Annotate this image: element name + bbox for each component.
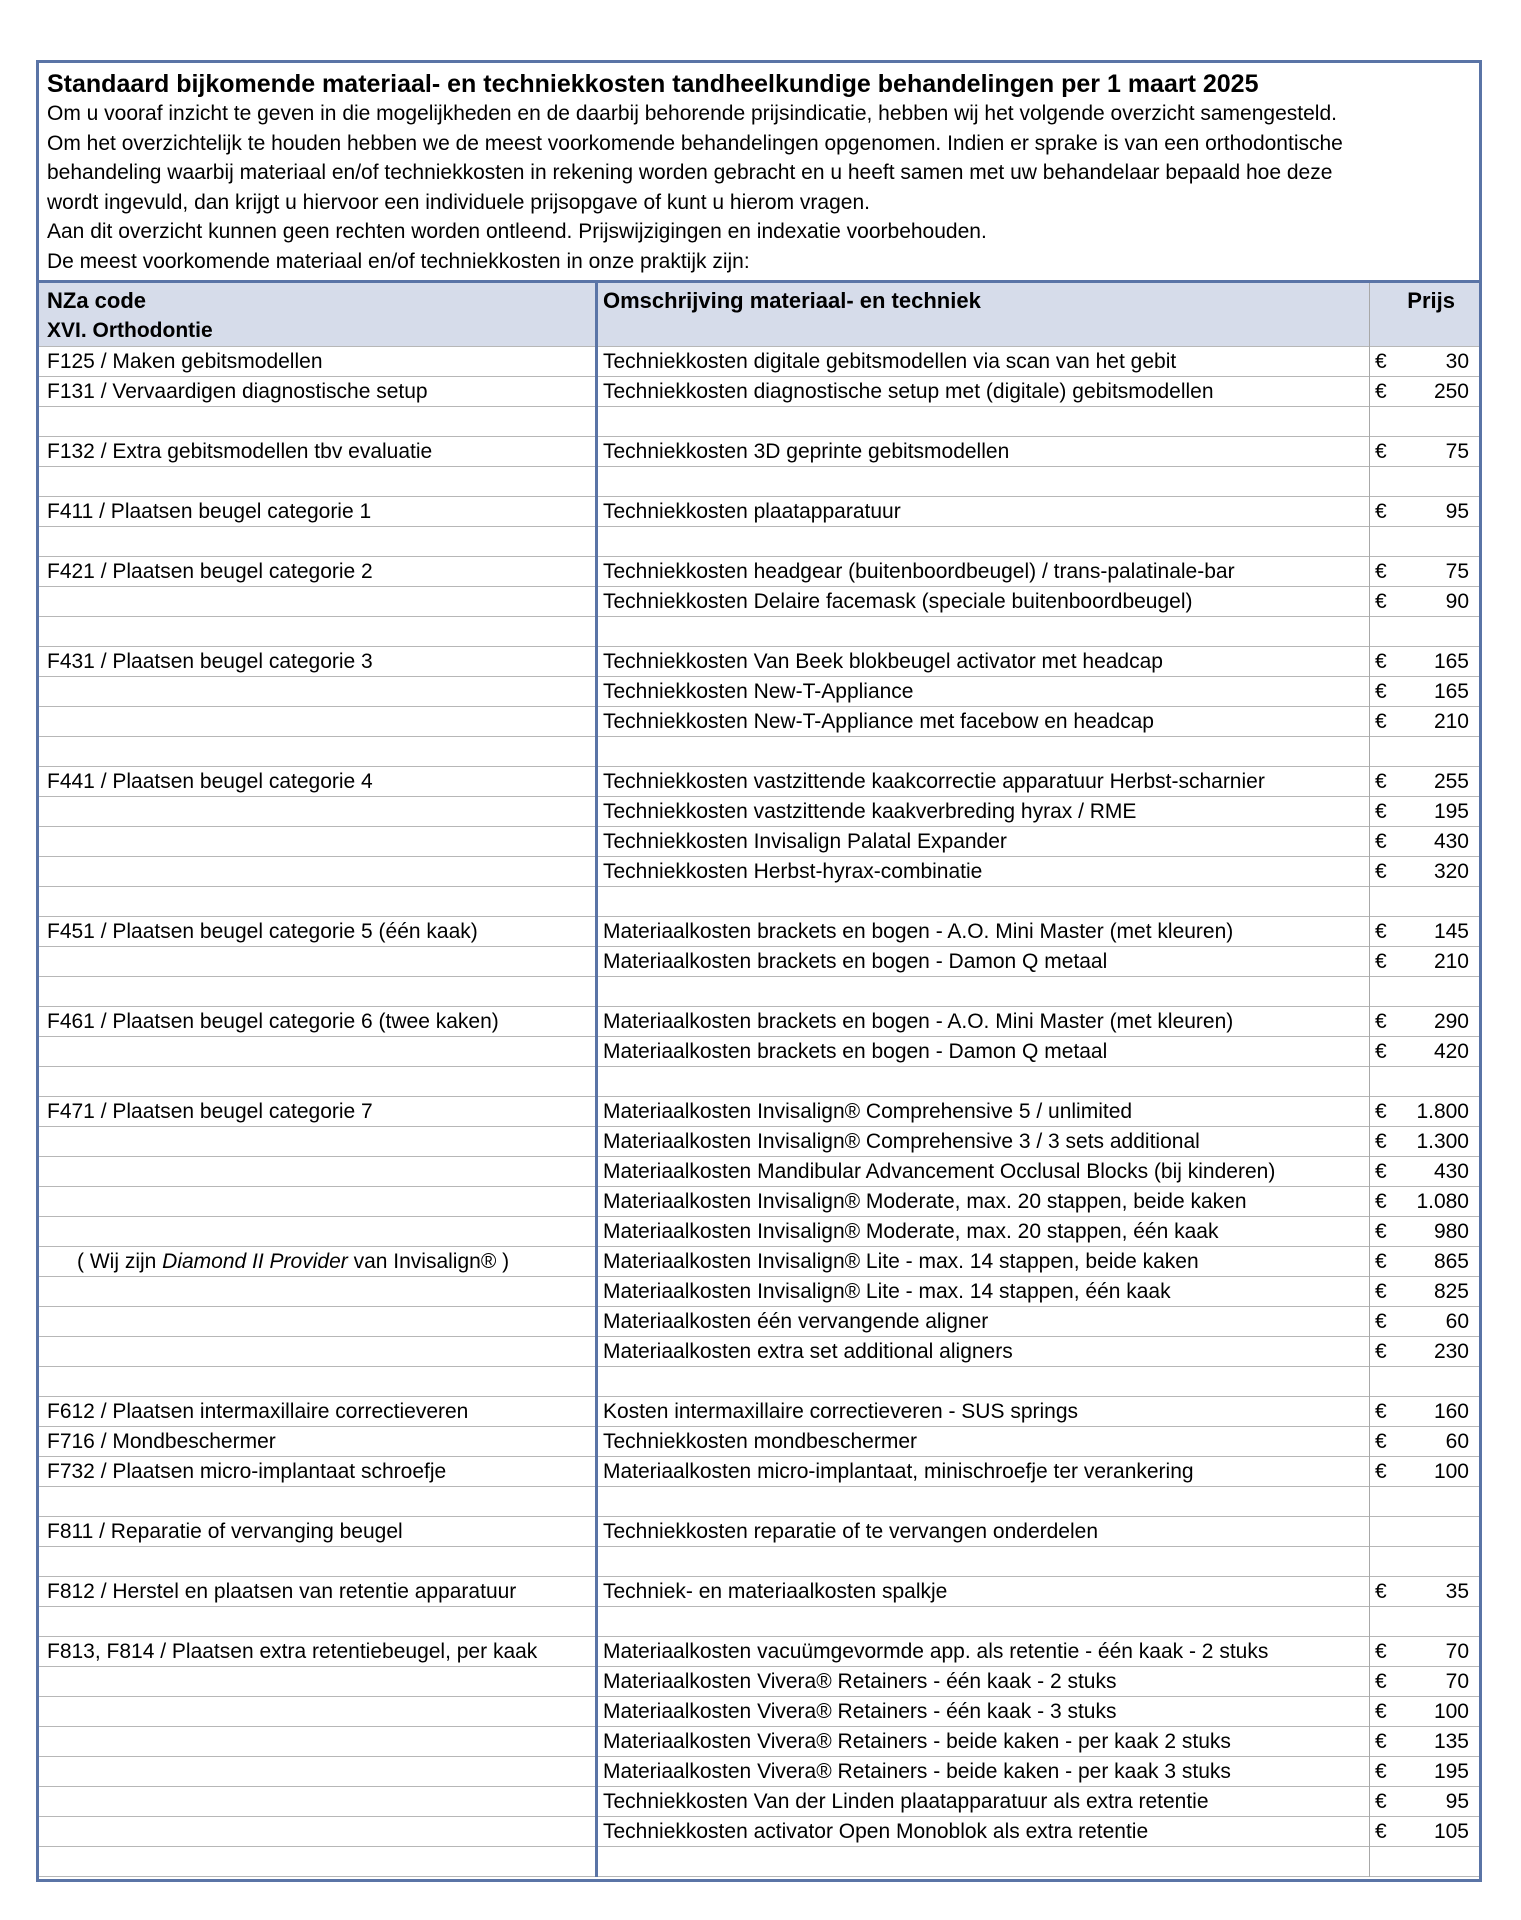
currency-symbol: € — [1375, 1700, 1387, 1723]
description: Techniekkosten Invisalign Palatal Expander — [603, 830, 1007, 853]
currency-symbol: € — [1375, 710, 1387, 733]
description: Techniekkosten New-T-Appliance met facebow en headcap — [603, 710, 1154, 733]
table-row — [39, 437, 1479, 467]
currency-symbol: € — [1375, 680, 1387, 703]
table-row — [39, 767, 1479, 797]
table-row — [39, 347, 1479, 377]
description: Techniekkosten Van der Linden plaatapparatuur als extra retentie — [603, 1790, 1209, 1813]
description: Techniekkosten activator Open Monoblok als extra retentie — [603, 1820, 1149, 1843]
price-value: 30 — [1445, 350, 1469, 373]
nza-code: F441 / Plaatsen beugel categorie 4 — [47, 770, 373, 793]
price-value: 420 — [1433, 1040, 1469, 1063]
description: Techniek- en materiaalkosten spalkje — [603, 1580, 948, 1603]
description: Materiaalkosten Invisalign® Comprehensive 5 / unlimited — [603, 1100, 1133, 1123]
table-row — [39, 1547, 1479, 1577]
price-table — [39, 283, 1479, 1877]
table-row — [39, 917, 1479, 947]
column-divider — [1369, 283, 1370, 1877]
description: Materiaalkosten Invisalign® Moderate, max. 20 stappen, beide kaken — [603, 1190, 1247, 1213]
intro-line: wordt ingevuld, dan krijgt u hiervoor een individuele prijsopgave of kunt u hierom vragen. — [47, 190, 870, 214]
price-value: 825 — [1433, 1280, 1469, 1303]
table-row — [39, 797, 1479, 827]
currency-symbol: € — [1375, 350, 1387, 373]
table-body — [39, 347, 1479, 1877]
currency-symbol: € — [1375, 1010, 1387, 1033]
table-row — [39, 1127, 1479, 1157]
price-value: 320 — [1433, 860, 1469, 883]
description: Techniekkosten diagnostische setup met (digitale) gebitsmodellen — [603, 380, 1214, 403]
price-value: 100 — [1433, 1460, 1469, 1483]
nza-code: F451 / Plaatsen beugel categorie 5 (één kaak) — [47, 920, 478, 943]
description: Techniekkosten headgear (buitenboordbeugel) / trans-palatinale-bar — [603, 560, 1235, 583]
description: Techniekkosten reparatie of te vervangen onderdelen — [603, 1520, 1098, 1543]
description: Techniekkosten digitale gebitsmodellen via scan van het gebit — [603, 350, 1177, 373]
description: Materiaalkosten Mandibular Advancement Occlusal Blocks (bij kinderen) — [603, 1160, 1276, 1183]
description: Techniekkosten Van Beek blokbeugel activator met headcap — [603, 650, 1163, 673]
price-value: 95 — [1445, 500, 1469, 523]
price-value: 70 — [1445, 1640, 1469, 1663]
table-row — [39, 947, 1479, 977]
description: Techniekkosten vastzittende kaakcorrectie apparatuur Herbst-scharnier — [603, 770, 1265, 793]
provider-note-prefix: ( Wij zijn — [77, 1250, 163, 1273]
table-row — [39, 527, 1479, 557]
currency-symbol: € — [1375, 1820, 1387, 1843]
currency-symbol: € — [1375, 1760, 1387, 1783]
table-row — [39, 1727, 1479, 1757]
description: Materiaalkosten één vervangende aligner — [603, 1310, 989, 1333]
description: Materiaalkosten Vivera® Retainers - één kaak - 2 stuks — [603, 1670, 1117, 1693]
currency-symbol: € — [1375, 1130, 1387, 1153]
currency-symbol: € — [1375, 860, 1387, 883]
currency-symbol: € — [1375, 1400, 1387, 1423]
description: Techniekkosten Delaire facemask (speciale buitenboordbeugel) — [603, 590, 1193, 613]
table-row — [39, 1517, 1479, 1547]
column-divider — [595, 283, 598, 1877]
price-value: 60 — [1445, 1430, 1469, 1453]
table-row — [39, 1037, 1479, 1067]
price-value: 145 — [1433, 920, 1469, 943]
table-row — [39, 1007, 1479, 1037]
description: Materiaalkosten extra set additional aligners — [603, 1340, 1013, 1363]
price-value: 105 — [1433, 1820, 1469, 1843]
nza-code: F732 / Plaatsen micro-implantaat schroefje — [47, 1460, 447, 1483]
price-value: 35 — [1445, 1580, 1469, 1603]
price-value: 165 — [1433, 680, 1469, 703]
description: Techniekkosten mondbeschermer — [603, 1430, 917, 1453]
currency-symbol: € — [1375, 1310, 1387, 1333]
description: Techniekkosten Herbst-hyrax-combinatie — [603, 860, 983, 883]
nza-code: F813, F814 / Plaatsen extra retentiebeugel, per kaak — [47, 1640, 538, 1663]
currency-symbol: € — [1375, 1430, 1387, 1453]
header-description: Omschrijving materiaal- en techniek — [603, 288, 981, 313]
table-row — [39, 1847, 1479, 1877]
description: Techniekkosten vastzittende kaakverbreding hyrax / RME — [603, 800, 1137, 823]
price-value: 210 — [1433, 950, 1469, 973]
table-row — [39, 557, 1479, 587]
table-row — [39, 1757, 1479, 1787]
description: Materiaalkosten Invisalign® Lite - max. 14 stappen, één kaak — [603, 1280, 1171, 1303]
table-row — [39, 587, 1479, 617]
nza-code: F812 / Herstel en plaatsen van retentie apparatuur — [47, 1580, 517, 1603]
price-value: 290 — [1433, 1010, 1469, 1033]
currency-symbol: € — [1375, 1340, 1387, 1363]
nza-code: F131 / Vervaardigen diagnostische setup — [47, 380, 428, 403]
nza-code: F411 / Plaatsen beugel categorie 1 — [47, 500, 372, 523]
description: Materiaalkosten Vivera® Retainers - één kaak - 3 stuks — [603, 1700, 1117, 1723]
price-value: 430 — [1433, 830, 1469, 853]
table-row — [39, 1367, 1479, 1397]
intro-line: behandeling waarbij materiaal en/of techniekkosten in rekening worden gebracht en u heeft samen met uw behandelaar bepaald hoe deze — [47, 161, 1333, 184]
currency-symbol: € — [1375, 1460, 1387, 1483]
price-value: 60 — [1445, 1310, 1469, 1333]
table-row — [39, 1307, 1479, 1337]
table-row — [39, 707, 1479, 737]
nza-code: F811 / Reparatie of vervanging beugel — [47, 1520, 403, 1543]
intro-section — [39, 63, 1479, 283]
currency-symbol: € — [1375, 830, 1387, 853]
nza-code: F612 / Plaatsen intermaxillaire correctieveren — [47, 1400, 469, 1423]
description: Materiaalkosten brackets en bogen - A.O. Mini Master (met kleuren) — [603, 1010, 1234, 1033]
intro-line: Om u vooraf inzicht te geven in die mogelijkheden en de daarbij behorende prijsindicatie, hebben wij het volgende overzicht samengesteld. — [47, 102, 1337, 125]
price-value: 100 — [1433, 1700, 1469, 1723]
description: Materiaalkosten micro-implantaat, minischroefje ter verankering — [603, 1460, 1194, 1483]
price-value: 195 — [1433, 1760, 1469, 1783]
currency-symbol: € — [1375, 1040, 1387, 1063]
table-row — [39, 827, 1479, 857]
header-code-label: NZa code — [47, 288, 147, 313]
description: Materiaalkosten brackets en bogen - Damon Q metaal — [603, 1040, 1108, 1063]
price-value: 1.800 — [1416, 1100, 1469, 1123]
nza-code: F716 / Mondbeschermer — [47, 1430, 276, 1453]
currency-symbol: € — [1375, 1100, 1387, 1123]
table-row — [39, 1787, 1479, 1817]
description: Techniekkosten 3D geprinte gebitsmodellen — [603, 440, 1010, 463]
price-value: 865 — [1433, 1250, 1469, 1273]
price-value: 230 — [1433, 1340, 1469, 1363]
nza-code: F431 / Plaatsen beugel categorie 3 — [47, 650, 373, 673]
table-row — [39, 1397, 1479, 1427]
table-row — [39, 1487, 1479, 1517]
currency-symbol: € — [1375, 950, 1387, 973]
description: Materiaalkosten brackets en bogen - Damon Q metaal — [603, 950, 1108, 973]
table-row — [39, 857, 1479, 887]
table-row — [39, 1457, 1479, 1487]
currency-symbol: € — [1375, 590, 1387, 613]
price-value: 75 — [1445, 560, 1469, 583]
description: Materiaalkosten Invisalign® Lite - max. 14 stappen, beide kaken — [603, 1250, 1199, 1273]
table-row — [39, 677, 1479, 707]
currency-symbol: € — [1375, 1220, 1387, 1243]
price-value: 255 — [1433, 770, 1469, 793]
description: Kosten intermaxillaire correctieveren - SUS springs — [603, 1400, 1079, 1423]
table-row — [39, 977, 1479, 1007]
currency-symbol: € — [1375, 1790, 1387, 1813]
price-value: 250 — [1433, 380, 1469, 403]
table-header — [39, 283, 1479, 347]
price-value: 980 — [1433, 1220, 1469, 1243]
description: Materiaalkosten Invisalign® Comprehensive 3 / 3 sets additional — [603, 1130, 1200, 1153]
table-row — [39, 647, 1479, 677]
table-row — [39, 407, 1479, 437]
description: Materiaalkosten brackets en bogen - A.O. Mini Master (met kleuren) — [603, 920, 1234, 943]
price-value: 90 — [1445, 590, 1469, 613]
price-value: 75 — [1445, 440, 1469, 463]
price-value: 210 — [1433, 710, 1469, 733]
price-value: 165 — [1433, 650, 1469, 673]
table-row — [39, 377, 1479, 407]
intro-line: Om het overzichtelijk te houden hebben we de meest voorkomende behandelingen opgenomen. Indien er sprake is van een orthodontische — [47, 131, 1343, 155]
table-row — [39, 1577, 1479, 1607]
currency-symbol: € — [1375, 1280, 1387, 1303]
currency-symbol: € — [1375, 770, 1387, 793]
currency-symbol: € — [1375, 1250, 1387, 1273]
currency-symbol: € — [1375, 1580, 1387, 1603]
table-row — [39, 1817, 1479, 1847]
currency-symbol: € — [1375, 1730, 1387, 1753]
table-row — [39, 1337, 1479, 1367]
section-title: XVI. Orthodontie — [47, 319, 213, 342]
table-row — [39, 1067, 1479, 1097]
table-row — [39, 737, 1479, 767]
nza-code: F421 / Plaatsen beugel categorie 2 — [47, 560, 373, 583]
table-row — [39, 1667, 1479, 1697]
table-row — [39, 1277, 1479, 1307]
currency-symbol: € — [1375, 800, 1387, 823]
provider-note — [77, 1247, 509, 1276]
table-row — [39, 1427, 1479, 1457]
table-row — [39, 1637, 1479, 1667]
table-row — [39, 1607, 1479, 1637]
provider-note-suffix: van Invisalign® ) — [347, 1250, 510, 1273]
table-row — [39, 497, 1479, 527]
price-value: 160 — [1433, 1400, 1469, 1423]
table-row — [39, 467, 1479, 497]
description: Materiaalkosten vacuümgevormde app. als retentie - één kaak - 2 stuks — [603, 1640, 1269, 1663]
price-value: 70 — [1445, 1670, 1469, 1693]
table-row — [39, 1217, 1479, 1247]
header-code — [47, 286, 213, 346]
table-row — [39, 887, 1479, 917]
nza-code: F461 / Plaatsen beugel categorie 6 (twee kaken) — [47, 1010, 499, 1033]
price-value: 195 — [1433, 800, 1469, 823]
nza-code: F471 / Plaatsen beugel categorie 7 — [47, 1100, 373, 1123]
price-value: 430 — [1433, 1160, 1469, 1183]
table-row — [39, 1187, 1479, 1217]
price-value: 1.080 — [1416, 1190, 1469, 1213]
currency-symbol: € — [1375, 380, 1387, 403]
description: Materiaalkosten Vivera® Retainers - beide kaken - per kaak 2 stuks — [603, 1730, 1231, 1753]
description: Techniekkosten New-T-Appliance — [603, 680, 914, 703]
price-value: 135 — [1433, 1730, 1469, 1753]
currency-symbol: € — [1375, 1190, 1387, 1213]
table-row — [39, 1097, 1479, 1127]
currency-symbol: € — [1375, 920, 1387, 943]
description: Materiaalkosten Vivera® Retainers - beide kaken - per kaak 3 stuks — [603, 1760, 1231, 1783]
currency-symbol: € — [1375, 650, 1387, 673]
currency-symbol: € — [1375, 500, 1387, 523]
price-value: 1.300 — [1416, 1130, 1469, 1153]
header-price: Prijs — [1407, 288, 1455, 313]
intro-line: De meest voorkomende materiaal en/of techniekkosten in onze praktijk zijn: — [47, 249, 750, 273]
table-row — [39, 1247, 1479, 1277]
table-row — [39, 617, 1479, 647]
nza-code: F132 / Extra gebitsmodellen tbv evaluatie — [47, 440, 433, 463]
currency-symbol: € — [1375, 440, 1387, 463]
currency-symbol: € — [1375, 1640, 1387, 1663]
document-title: Standaard bijkomende materiaal- en techniekkosten tandheelkundige behandelingen per 1 maart 2025 — [47, 70, 1259, 98]
currency-symbol: € — [1375, 560, 1387, 583]
price-value: 95 — [1445, 1790, 1469, 1813]
nza-code: F125 / Maken gebitsmodellen — [47, 350, 323, 373]
currency-symbol: € — [1375, 1160, 1387, 1183]
provider-note-emphasis: Diamond II Provider — [162, 1250, 348, 1273]
description: Techniekkosten plaatapparatuur — [603, 500, 901, 523]
table-row — [39, 1697, 1479, 1727]
table-row — [39, 1157, 1479, 1187]
currency-symbol: € — [1375, 1670, 1387, 1693]
intro-line: Aan dit overzicht kunnen geen rechten worden ontleend. Prijswijzigingen en indexatie voorbehouden. — [47, 220, 987, 243]
description: Materiaalkosten Invisalign® Moderate, max. 20 stappen, één kaak — [603, 1220, 1219, 1243]
price-list-frame — [36, 60, 1482, 1882]
